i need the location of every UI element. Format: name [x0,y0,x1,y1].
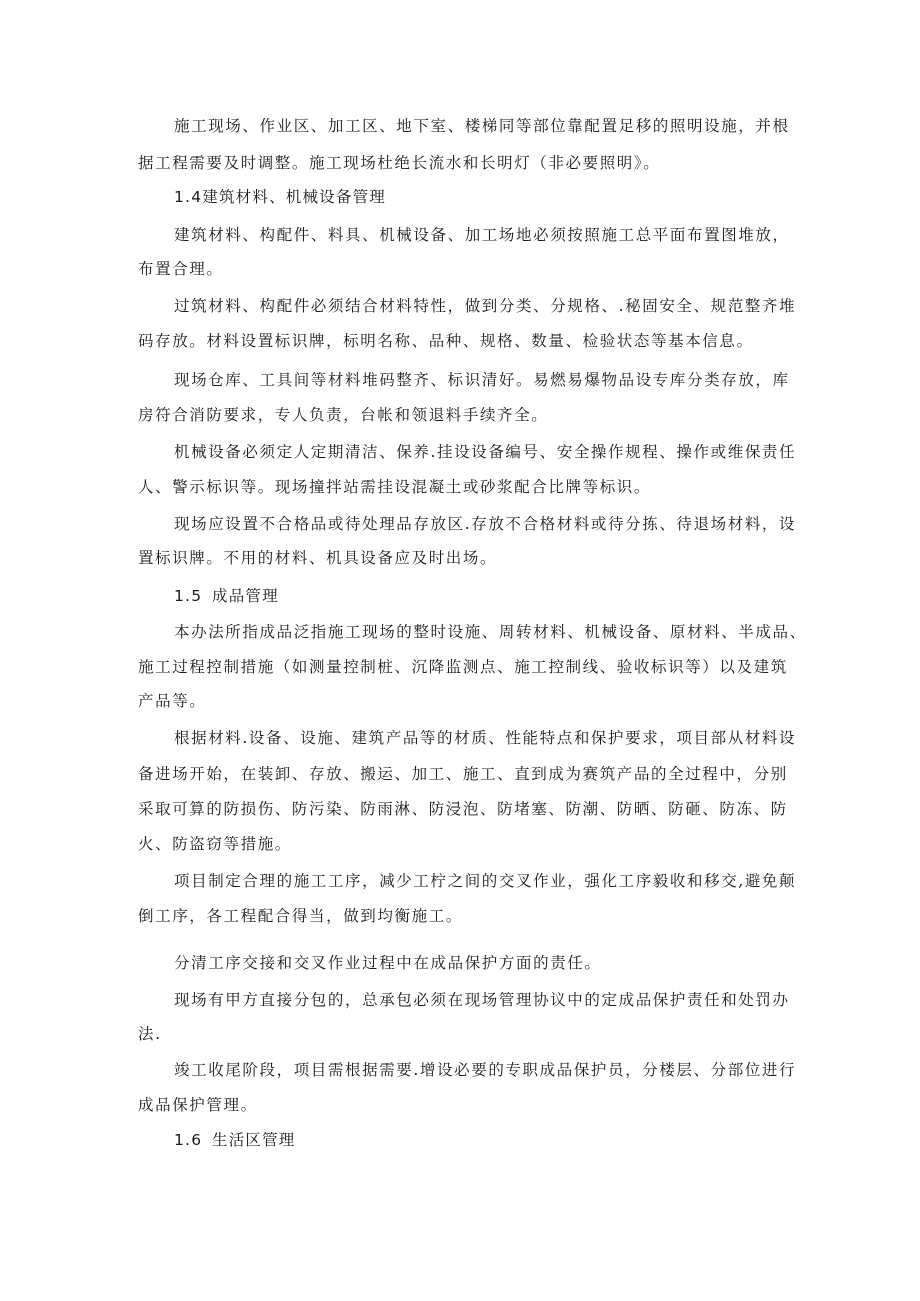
section-title: 建筑材料、机械设备管理 [202,188,386,206]
paragraph-line: 现场有甲方直接分包的，总承包必须在现场管理协议中的定成品保护责任和处罚办 [174,991,790,1009]
paragraph-line: 采取可算的防损伤、防污染、防雨淋、防浸泡、防堵塞、防潮、防晒、防砸、防冻、防 [138,800,788,818]
paragraph-line: 人、警示标识等。现场撞拌站需挂设混凝土或砂浆配合比牌等标识。 [138,478,652,496]
paragraph-line: 备进场开始，在装卸、存放、搬运、加工、施工、直到成为赛筑产品的全过程中，分别 [138,765,788,783]
section-number: 1.4 [174,188,203,206]
paragraph-line: 过筑材料、构配件必须结合材料特性，做到分类、分规格、.秘固安全、规范整齐堆 [174,297,797,315]
section-heading-1-4 [174,187,386,207]
paragraph-line: 施工现场、作业区、加工区、地下室、楼梯同等部位靠配置足移的照明设施，并根 [174,117,790,135]
section-heading-1-5 [174,586,279,606]
paragraph-line: 产品等。 [138,692,207,710]
paragraph-line: 现场仓库、工具间等材料堆码整齐、标识清好。易燃易爆物品设专库分类存放，库 [174,371,790,389]
section-number: 1.6 [174,1131,203,1149]
paragraph-line: 施工过程控制措施（如测量控制桩、沉降监测点、施工控制线、验收标识等）以及建筑 [138,658,788,676]
paragraph-line: 码存放。材料设置标识牌，标明名称、品种、规格、数量、检验状态等基本信息。 [138,332,754,350]
section-title: 生活区管理 [212,1131,296,1149]
paragraph-line: 据工程需要及时调整。施工现场杜绝长流水和长明灯（非必要照明》。 [138,154,661,172]
paragraph-line: 竣工收尾阶段，项目需根据需要.增设必要的专职成品保护员，分楼层、分部位进行 [174,1061,797,1079]
paragraph-line: 分清工序交接和交叉作业过程中在成品保护方面的责任。 [174,954,602,972]
paragraph-line: 火、防盗窃等措施。 [138,835,292,853]
paragraph-line: 法. [138,1025,162,1043]
paragraph-line: 项目制定合理的施工工序，减少工柠之间的交叉作业，强化工序毅收和移交,避免颠 [174,872,797,890]
paragraph-line: 机械设备必须定人定期清洁、保养.挂设设备编号、安全操作规程、操作或维保责任 [174,443,797,461]
paragraph-line: 根据材料.设备、设施、建筑产品等的材质、性能特点和保护要求，项目部从材料设 [174,729,797,747]
paragraph-line: 倒工序，各工程配合得当，做到均衡施工。 [138,907,463,925]
paragraph-line: 布置合理。 [138,260,224,278]
section-heading-1-6 [174,1130,296,1150]
paragraph-line: 置标识牌。不用的材料、机具设备应及时出场。 [138,549,498,567]
paragraph-line: 建筑材料、构配件、料具、机械设备、加工场地必须按照施工总平面布置图堆放， [174,226,790,244]
paragraph-line: 成品保护管理。 [138,1096,258,1114]
paragraph-line: 房符合消防要求，专人负责，台帐和领退料手续齐全。 [138,406,549,424]
section-number: 1.5 [174,587,203,605]
section-title: 成品管理 [212,587,279,605]
paragraph-line: 本办法所指成品泛指施工现场的整时设施、周转材料、机械设备、原材料、半成品、 [174,623,807,641]
paragraph-line: 现场应设置不合格品或待处理品存放区.存放不合格材料或待分拣、待退场材料，设 [174,515,797,533]
